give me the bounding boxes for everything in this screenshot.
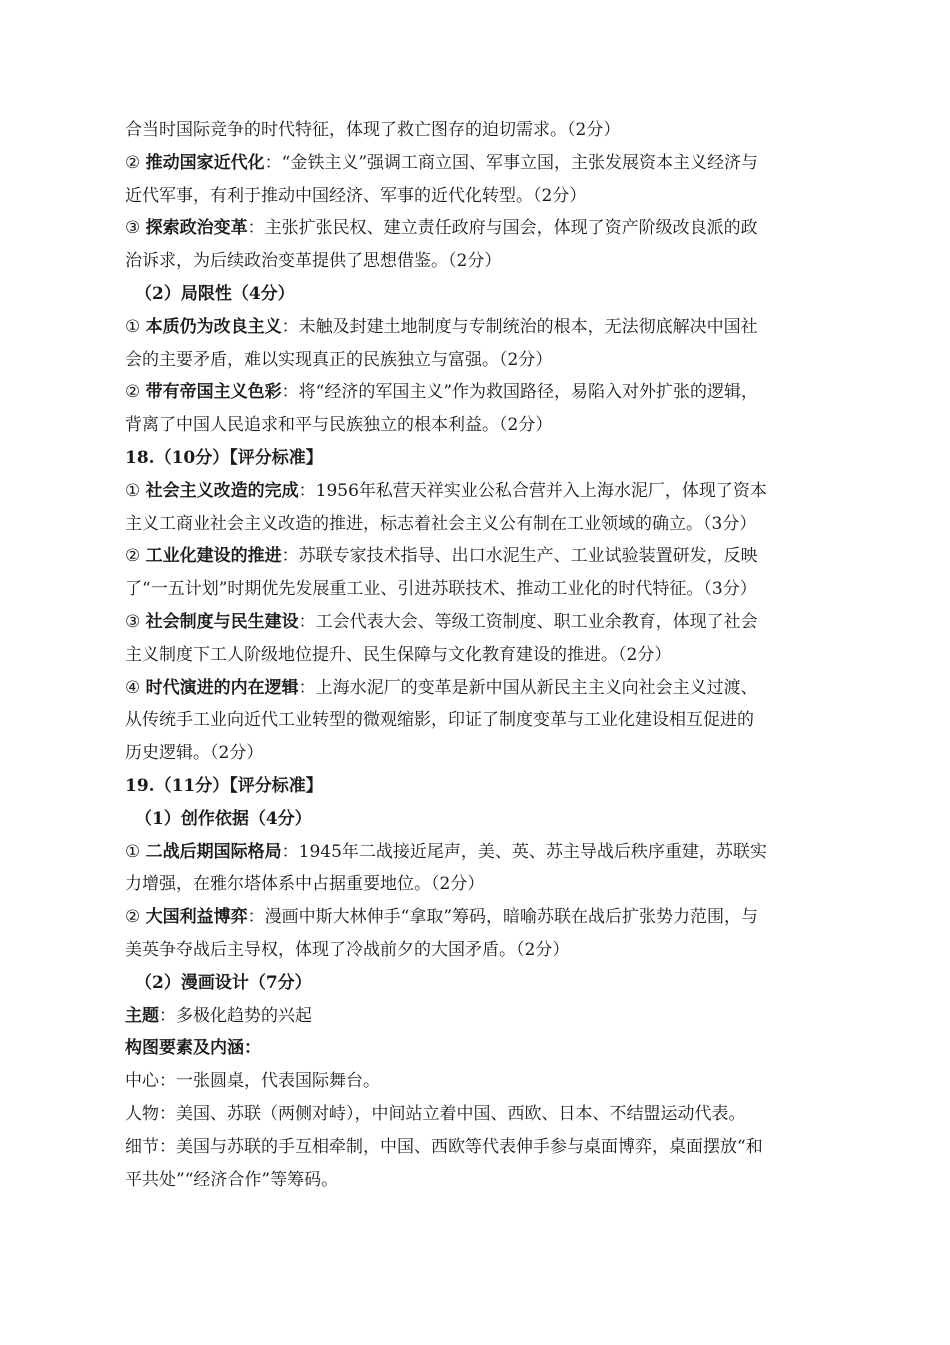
item-text: ：1956年私营天祥实业公私合营并入上海水泥厂，体现了资本 xyxy=(298,480,767,501)
item-number: ① xyxy=(125,316,141,337)
item-text: ：1945年二战接近尾声，美、英、苏主导战后秩序重建，苏联实 xyxy=(281,841,767,862)
text-line xyxy=(125,901,830,934)
text-line: 力增强，在雅尔塔体系中占据重要地位。（2分） xyxy=(125,874,485,895)
text-line: 主义制度下工人阶级地位提升、民生保障与文化教育建设的推进。（2分） xyxy=(125,644,672,665)
item-number: ② xyxy=(125,546,141,567)
text-line: 细节：美国与苏联的手互相牵制，中国、西欧等代表伸手参与桌面博弈，桌面摆放“和 xyxy=(125,1136,763,1157)
subsection-heading: （1）创作依据（4分） xyxy=(135,808,312,829)
text-line xyxy=(125,1000,830,1033)
subsection-heading: （2）局限性（4分） xyxy=(135,283,295,304)
text-line: 主义工商业社会主义改造的推进，标志着社会主义公有制在工业领域的确立。（3分） xyxy=(125,513,757,534)
item-keyword: 社会制度与民生建设 xyxy=(145,611,299,632)
item-text: ：苏联专家技术指导、出口水泥生产、工业试验装置研发，反映 xyxy=(281,546,758,567)
item-text: ：主张扩张民权、建立责任政府与国会，体现了资产阶级改良派的政 xyxy=(247,218,758,239)
text-line: 会的主要矛盾，难以实现真正的民族独立与富强。（2分） xyxy=(125,349,553,370)
subsection-heading: （2）漫画设计（7分） xyxy=(135,972,312,993)
text-line xyxy=(125,836,830,869)
item-keyword: 探索政治变革 xyxy=(145,218,248,239)
text-line xyxy=(125,540,830,573)
text-line: 中心：一张圆桌，代表国际舞台。 xyxy=(125,1071,380,1092)
item-text: ：上海水泥厂的变革是新中国从新民主主义向社会主义过渡、 xyxy=(298,677,758,698)
item-keyword: 社会主义改造的完成 xyxy=(145,480,299,501)
item-text: ：多极化趋势的兴起 xyxy=(159,1005,312,1026)
item-text: ：工会代表大会、等级工资制度、职工业余教育，体现了社会 xyxy=(298,611,758,632)
text-line: 美英争夺战后主导权，体现了冷战前夕的大国矛盾。（2分） xyxy=(125,939,570,960)
item-text: ：“金铁主义”强调工商立国、军事立国，主张发展资本主义经济与 xyxy=(264,152,759,173)
item-keyword: 大国利益博弈 xyxy=(145,907,248,928)
text-line: 了“一五计划”时期优先发展重工业、引进苏联技术、推动工业化的时代特征。（3分） xyxy=(125,579,757,600)
item-number: ③ xyxy=(125,218,141,239)
section-heading: 构图要素及内涵： xyxy=(125,1038,261,1059)
text-line: 历史逻辑。（2分） xyxy=(125,743,264,764)
item-number: ① xyxy=(125,480,141,501)
item-number: ② xyxy=(125,907,141,928)
text-line: 平共处”“经济合作”等筹码。 xyxy=(125,1169,339,1190)
item-number: ③ xyxy=(125,611,141,632)
item-text: ：将“经济的军国主义”作为救国路径，易陷入对外扩张的逻辑， xyxy=(281,382,759,403)
text-line xyxy=(125,376,830,409)
item-number: ② xyxy=(125,382,141,403)
item-keyword: 时代演进的内在逻辑 xyxy=(145,677,299,698)
section-heading: 18.（10分）【评分标准】 xyxy=(125,447,323,468)
item-text: ：未触及封建土地制度与专制统治的根本，无法彻底解决中国社 xyxy=(281,316,758,337)
item-number: ② xyxy=(125,152,141,173)
item-keyword: 推动国家近代化 xyxy=(145,152,265,173)
item-keyword: 工业化建设的推进 xyxy=(145,546,282,567)
text-line xyxy=(125,311,830,344)
text-line xyxy=(125,672,830,705)
text-line xyxy=(125,606,830,639)
text-line: 人物：美国、苏联（两侧对峙），中间站立着中国、西欧、日本、不结盟运动代表。 xyxy=(125,1103,746,1124)
text-line: 合当时国际竞争的时代特征，体现了救亡图存的迫切需求。（2分） xyxy=(125,120,621,140)
text-line: 治诉求，为后续政治变革提供了思想借鉴。（2分） xyxy=(125,251,502,272)
item-number: ① xyxy=(125,841,141,862)
text-line: 近代军事，有利于推动中国经济、军事的近代化转型。（2分） xyxy=(125,185,587,206)
section-heading: 19.（11分）【评分标准】 xyxy=(125,775,323,796)
item-keyword: 二战后期国际格局 xyxy=(145,841,282,862)
text-line: 从传统手工业向近代工业转型的微观缩影，印证了制度变革与工业化建设相互促进的 xyxy=(125,710,754,731)
answer-document xyxy=(125,114,830,1196)
text-line xyxy=(125,147,830,180)
text-line: 背离了中国人民追求和平与民族独立的根本利益。（2分） xyxy=(125,415,553,436)
text-line xyxy=(125,475,830,508)
item-number: ④ xyxy=(125,677,141,698)
item-keyword: 主题 xyxy=(125,1005,159,1026)
item-keyword: 带有帝国主义色彩 xyxy=(145,382,282,403)
item-text: ：漫画中斯大林伸手“拿取”筹码，暗喻苏联在战后扩张势力范围，与 xyxy=(247,907,759,928)
item-keyword: 本质仍为改良主义 xyxy=(145,316,282,337)
text-line xyxy=(125,212,830,245)
